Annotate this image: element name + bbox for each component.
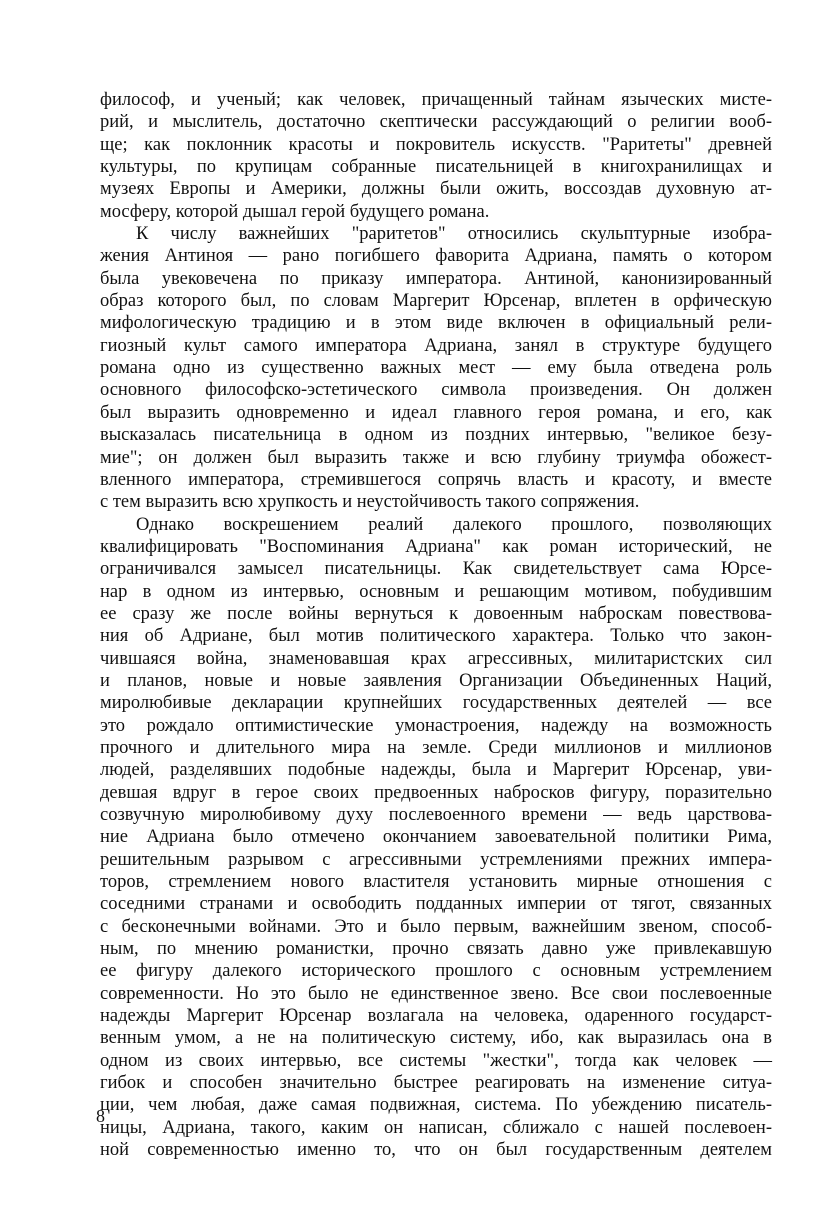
paragraph (100, 514, 772, 1162)
text-line: квалифицировать "Воспоминания Адриана" как роман исторический, не (100, 536, 772, 557)
text-line: ще; как поклонник красоты и покровитель искусств. "Раритеты" древней (100, 134, 772, 155)
text-line: философ, и ученый; как человек, причащенный тайнам языческих мисте- (100, 90, 772, 110)
text-line: решительным разрывом с агрессивными устремлениями прежних импера- (100, 849, 772, 870)
text-line: ным, по мнению романистки, прочно связать давно уже привлекавшую (100, 939, 772, 960)
text-line: был выразить одновременно и идеал главного героя романа, и его, как (100, 402, 772, 423)
text-line: ния об Адриане, был мотив политического характера. Только что закон- (100, 626, 772, 647)
text-line: мие"; он должен был выразить также и всю глубину триумфа обожест- (100, 447, 772, 468)
text-line: это рождало оптимистические умонастроения, надежду на возможность (100, 715, 772, 736)
text-line: ее сразу же после войны вернуться к довоенным наброскам повествова- (100, 603, 772, 624)
text-line: прочного и длительного мира на земле. Среди миллионов и миллионов (100, 737, 772, 758)
body-text (100, 89, 772, 1162)
text-line: венным умом, а не на политическую систему, ибо, как выразилась она в (100, 1028, 772, 1049)
text-line: гибок и способен значительно быстрее реагировать на изменение ситуа- (100, 1073, 772, 1094)
page-number: 8 (96, 1106, 105, 1126)
text-line: мосферу, которой дышал герой будущего романа. (100, 201, 490, 222)
text-line: ние Адриана было отмечено окончанием завоевательной политики Рима, (100, 827, 772, 848)
text-line: вленного императора, стремившегося сопрячь власть и красоту, и вместе (100, 469, 772, 490)
text-line: образ которого был, по словам Маргерит Юрсенар, вплетен в орфическую (100, 291, 772, 312)
text-line: чившаяся война, знаменовавшая крах агрессивных, милитаристских сил (100, 648, 772, 669)
text-line: основного философско-эстетического символа произведения. Он должен (100, 380, 772, 401)
paragraph (100, 89, 772, 223)
text-line: была увековечена по приказу императора. Антиной, канонизированный (100, 268, 772, 289)
text-line: торов, стремлением нового властителя установить мирные отношения с (100, 872, 772, 893)
text-line: и планов, новые и новые заявления Организации Объединенных Наций, (100, 670, 772, 691)
text-line: ее фигуру далекого исторического прошлого с основным устремлением (100, 961, 772, 982)
text-line: К числу важнейших "раритетов" относились скульптурные изобра- (136, 224, 772, 245)
text-line: гиозный культ самого императора Адриана, занял в структуре будущего (100, 335, 772, 356)
text-line: ной современностью именно то, что он был государственным деятелем (100, 1140, 772, 1161)
text-line: романа одно из существенно важных мест — ему была отведена роль (100, 358, 772, 379)
text-line: с бесконечными войнами. Это и было первым, важнейшим звеном, способ- (100, 916, 772, 937)
text-line: одном из своих интервью, все системы "жестки", тогда как человек — (100, 1050, 772, 1071)
paragraph (100, 223, 772, 513)
text-line: Однако воскрешением реалий далекого прошлого, позволяющих (136, 514, 772, 535)
text-line: мифологическую традицию и в этом виде включен в официальный рели- (100, 313, 772, 334)
text-line: музеях Европы и Америки, должны были ожить, воссоздав духовную ат- (100, 179, 772, 200)
text-line: людей, разделявших подобные надежды, была и Маргерит Юрсенар, уви- (100, 760, 772, 781)
text-line: жения Антиноя — рано погибшего фаворита Адриана, память о котором (100, 246, 772, 267)
text-line: созвучную миролюбивому духу послевоенного времени — ведь царствова- (100, 805, 772, 825)
text-line: миролюбивые декларации крупнейших государственных деятелей — все (100, 693, 772, 714)
text-line: надежды Маргерит Юрсенар возлагала на человека, одаренного государст- (100, 1006, 772, 1027)
text-line: ограничивался замысел писательницы. Как свидетельствует сама Юрсе- (100, 559, 772, 580)
text-line: рий, и мыслитель, достаточно скептически рассуждающий о религии вооб- (100, 112, 772, 133)
text-line: нар в одном из интервью, основным и решающим мотивом, побудившим (100, 581, 772, 602)
text-line: культуры, по крупицам собранные писательницей в книгохранилищах и (100, 157, 772, 178)
text-line: современности. Но это было не единственное звено. Все свои послевоенные (100, 983, 772, 1004)
text-line: соседними странами и освободить подданных империи от тягот, связанных (100, 894, 772, 915)
text-line: девшая вдруг в герое своих предвоенных набросков фигуру, поразительно (100, 782, 772, 803)
text-line: ницы, Адриана, такого, каким он написан, сближало с нашей послевоен- (100, 1117, 772, 1138)
text-line: с тем выразить всю хрупкость и неустойчивость такого сопряжения. (100, 492, 640, 513)
text-line: ции, чем любая, даже самая подвижная, система. По убеждению писатель- (100, 1095, 772, 1116)
text-line: высказалась писательница в одном из поздних интервью, "великое безу- (100, 425, 772, 446)
